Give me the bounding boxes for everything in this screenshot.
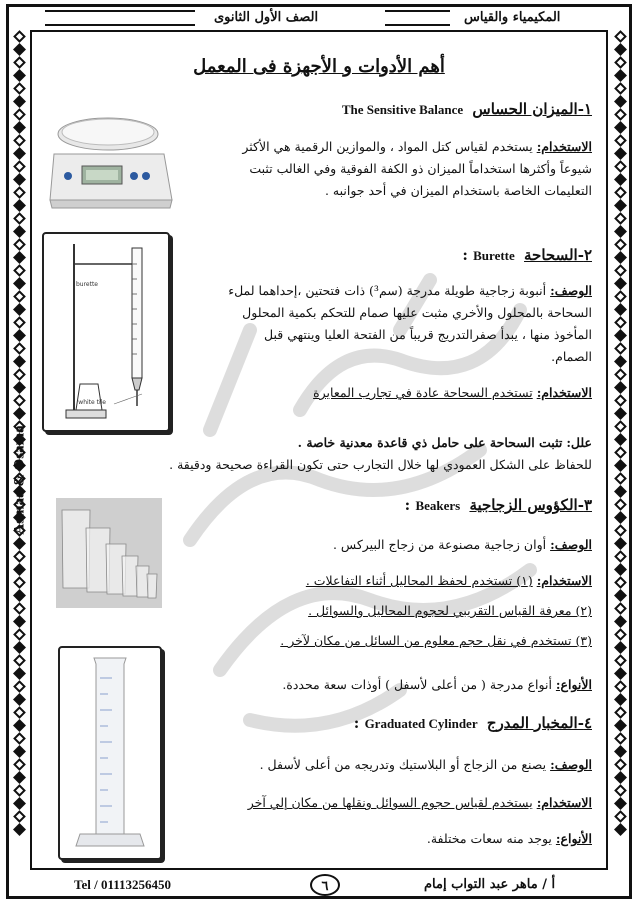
ornament-diamond <box>614 589 627 602</box>
burette-heading-ar: ٢-السحاحة <box>524 246 592 264</box>
balance-image <box>46 104 176 216</box>
footer-phone: Tel / 01113256450 <box>70 874 175 896</box>
ornament-diamond <box>614 147 627 160</box>
ornament-diamond <box>614 43 627 56</box>
ornament-diamond <box>13 823 26 836</box>
burette-use-text: تستخدم السحاحة عادة في تجارب المعايرة <box>313 385 533 400</box>
ornament-diamond <box>13 615 26 628</box>
ornament-diamond <box>614 745 627 758</box>
ornament-diamond <box>13 329 26 342</box>
ornament-diamond <box>614 459 627 472</box>
ornament-diamond <box>13 264 26 277</box>
ornament-diamond <box>614 537 627 550</box>
cylinder-heading-en: Graduated Cylinder <box>364 716 478 731</box>
ornament-diamond <box>614 134 627 147</box>
ornament-diamond <box>614 654 627 667</box>
ornament-diamond <box>13 186 26 199</box>
ornament-diamond <box>614 680 627 693</box>
balance-heading-en: The Sensitive Balance <box>341 102 464 117</box>
ornament-diamond <box>13 368 26 381</box>
ornament-diamond <box>13 290 26 303</box>
ornament-diamond <box>614 394 627 407</box>
ornament-diamond <box>614 797 627 810</box>
ornament-diamond <box>614 251 627 264</box>
ornament-diamond <box>13 108 26 121</box>
header-ornament-left <box>45 10 195 26</box>
ornament-diamond <box>614 407 627 420</box>
ornament-diamond <box>13 238 26 251</box>
ornament-diamond <box>13 628 26 641</box>
burette-image <box>42 232 170 432</box>
ornament-diamond <box>13 121 26 134</box>
ornament-diamond <box>13 732 26 745</box>
burette-desc-3: المأخوذ منها ، يبدأ صفرالتدريج قريباً من الفتحة العليا وينتهي قبل <box>264 327 592 342</box>
cylinder-desc <box>192 754 592 776</box>
cylinder-desc-label: الوصف: <box>550 757 592 772</box>
side-label-text: Asmaa & Osama <box>11 425 28 535</box>
beakers-desc-text: أوان زجاجية مصنوعة من زجاج البيركس . <box>332 537 547 552</box>
cylinder-use-label: الاستخدام: <box>536 795 592 810</box>
cylinder-use <box>172 792 592 814</box>
page-title: أهم الأدوات و الأجهزة فى المعمل <box>193 56 445 77</box>
ornament-diamond <box>13 771 26 784</box>
ornament-diamond <box>13 693 26 706</box>
burette-reason-question: تثبت السحاحة على حامل ذي قاعدة معدنية خاصة . <box>297 435 563 450</box>
cylinder-types-label: الأنواع: <box>555 831 592 846</box>
right-ornament-strip <box>610 30 630 872</box>
ornament-diamond <box>614 719 627 732</box>
cylinder-types-text: يوجد منه سعات مختلفة. <box>426 831 552 846</box>
ornament-diamond <box>614 485 627 498</box>
beakers-use-1: (١) تستخدم لحفظ المحاليل أثناء التفاعلات . <box>305 573 533 588</box>
ornament-diamond <box>614 329 627 342</box>
ornament-diamond <box>13 589 26 602</box>
ornament-diamond <box>13 212 26 225</box>
ornament-diamond <box>13 680 26 693</box>
ornament-diamond <box>614 160 627 173</box>
beakers-heading-colon: : <box>404 496 411 514</box>
balance-text <box>212 136 592 202</box>
ornament-diamond <box>614 277 627 290</box>
ornament-diamond <box>13 225 26 238</box>
burette-heading <box>462 246 592 264</box>
ornament-diamond <box>614 303 627 316</box>
beakers-heading-ar: ٣-الكؤوس الزجاجية <box>469 496 592 514</box>
ornament-diamond <box>614 121 627 134</box>
cylinder-heading <box>354 714 592 732</box>
ornament-diamond <box>614 95 627 108</box>
header-ornament-mid <box>385 10 450 26</box>
beakers-heading <box>405 496 592 514</box>
cylinder-heading-ar: ٤-المخبار المدرج <box>486 714 592 732</box>
ornament-diamond <box>13 758 26 771</box>
ornament-diamond <box>13 316 26 329</box>
ornament-diamond <box>614 212 627 225</box>
footer-author: أ / ماهر عبد التواب إمام <box>420 874 559 896</box>
cylinder-desc-text: يصنع من الزجاج أو البلاستيك وتدريجه من أعلى لأسفل . <box>259 757 547 772</box>
burette-desc-4: الصمام. <box>551 349 592 364</box>
cylinder-image <box>58 646 162 860</box>
cylinder-heading-colon: : <box>353 714 360 732</box>
burette-reason-label: علل: <box>566 435 592 450</box>
ornament-diamond <box>614 511 627 524</box>
beakers-types <box>192 674 592 696</box>
ornament-diamond <box>614 810 627 823</box>
beakers-desc-label: الوصف: <box>550 537 592 552</box>
header-chapter: المكيمياء والقياس <box>460 8 564 28</box>
ornament-diamond <box>13 69 26 82</box>
ornament-diamond <box>614 641 627 654</box>
ornament-diamond <box>614 563 627 576</box>
burette-heading-en: Burette <box>473 248 515 263</box>
ornament-diamond <box>13 810 26 823</box>
ornament-diamond <box>13 745 26 758</box>
ornament-diamond <box>614 628 627 641</box>
ornament-diamond <box>13 43 26 56</box>
ornament-diamond <box>614 199 627 212</box>
beakers-use-3: (٣) تستخدم في نقل حجم معلوم من السائل من مكان لآخر . <box>280 633 592 648</box>
ornament-diamond <box>614 433 627 446</box>
ornament-diamond <box>614 472 627 485</box>
burette-reason <box>52 432 592 476</box>
ornament-diamond <box>13 667 26 680</box>
ornament-diamond <box>13 173 26 186</box>
ornament-diamond <box>614 30 627 43</box>
balance-heading <box>342 100 592 118</box>
ornament-diamond <box>13 342 26 355</box>
ornament-diamond <box>614 732 627 745</box>
balance-line-3: التعليمات الخاصة باستخدام الميزان في أحد جوانبه . <box>324 183 592 198</box>
ornament-diamond <box>13 602 26 615</box>
beakers-types-text: أنواع مدرجة ( من أعلى لأسفل ) أوذات سعة محددة. <box>282 677 552 692</box>
beakers-image <box>56 498 162 608</box>
ornament-diamond <box>13 355 26 368</box>
ornament-diamond <box>614 368 627 381</box>
burette-reason-answer: للحفاظ على الشكل العمودي لها خلال التجارب حتى تكون القراءة صحيحة ودقيقة . <box>169 457 592 472</box>
ornament-diamond <box>13 56 26 69</box>
beakers-use <box>172 570 592 652</box>
ornament-diamond <box>13 30 26 43</box>
ornament-diamond <box>614 446 627 459</box>
burette-use <box>192 382 592 404</box>
balance-heading-ar: ١-الميزان الحساس <box>472 100 592 118</box>
cylinder-use-text: يستخدم لقياس حجوم السوائل ونقلها من مكان إلي آخر <box>247 795 533 810</box>
ornament-diamond <box>13 82 26 95</box>
ornament-diamond <box>13 251 26 264</box>
ornament-diamond <box>13 706 26 719</box>
burette-label-a: burette <box>75 281 98 288</box>
ornament-diamond <box>614 706 627 719</box>
ornament-diamond <box>614 173 627 186</box>
ornament-diamond <box>614 56 627 69</box>
burette-desc <box>192 280 592 368</box>
ornament-diamond <box>13 277 26 290</box>
ornament-diamond <box>13 147 26 160</box>
ornament-diamond <box>614 82 627 95</box>
ornament-diamond <box>614 290 627 303</box>
ornament-diamond <box>13 160 26 173</box>
ornament-diamond <box>614 108 627 121</box>
ornament-diamond <box>614 615 627 628</box>
footer-page-number: ٦ <box>310 874 340 896</box>
ornament-diamond <box>614 498 627 511</box>
ornament-diamond <box>614 524 627 537</box>
ornament-diamond <box>614 576 627 589</box>
ornament-diamond <box>614 771 627 784</box>
ornament-diamond <box>13 641 26 654</box>
ornament-diamond <box>614 602 627 615</box>
ornament-diamond <box>614 693 627 706</box>
burette-desc-label: الوصف: <box>550 283 592 298</box>
ornament-diamond <box>13 719 26 732</box>
ornament-diamond <box>13 797 26 810</box>
balance-line-2: شيوعاً وأكثرها استخداماً الميزان ذو الكفة الفوقية وفي الغالب تثبت <box>249 161 592 176</box>
burette-label-b: white tile <box>78 399 106 406</box>
beakers-heading-en: Beakers <box>415 498 461 513</box>
ornament-diamond <box>614 823 627 836</box>
ornament-diamond <box>13 199 26 212</box>
ornament-diamond <box>614 342 627 355</box>
ornament-diamond <box>614 225 627 238</box>
side-label <box>10 380 30 580</box>
ornament-diamond <box>614 550 627 563</box>
burette-desc-1: أنبوبة زجاجية طويلة مدرجة (سم³) ذات فتحتين ،إحداهما لملء <box>228 283 547 298</box>
ornament-diamond <box>13 654 26 667</box>
ornament-diamond <box>614 667 627 680</box>
beakers-use-label: الاستخدام: <box>536 573 592 588</box>
ornament-diamond <box>614 69 627 82</box>
ornament-diamond <box>13 303 26 316</box>
ornament-diamond <box>614 381 627 394</box>
burette-use-label: الاستخدام: <box>536 385 592 400</box>
ornament-diamond <box>614 420 627 433</box>
ornament-diamond <box>13 95 26 108</box>
ornament-diamond <box>13 784 26 797</box>
burette-desc-2: السحاحة بالمحلول والأخري مثبت عليها صمام للتحكم بكمية المحلول <box>242 305 592 320</box>
ornament-diamond <box>614 238 627 251</box>
ornament-diamond <box>614 186 627 199</box>
cylinder-types <box>192 828 592 850</box>
balance-use-text: يستخدم لقياس كتل المواد ، والموازين الرقمية هي الأكثر <box>242 139 533 154</box>
beakers-use-2: (٢) معرفة القياس التقريبي لحجوم المحاليل والسوائل . <box>308 603 592 618</box>
ornament-diamond <box>614 355 627 368</box>
ornament-diamond <box>614 784 627 797</box>
beakers-desc <box>192 534 592 556</box>
ornament-diamond <box>13 134 26 147</box>
ornament-diamond <box>614 316 627 329</box>
ornament-diamond <box>614 758 627 771</box>
beakers-types-label: الأنواع: <box>555 677 592 692</box>
burette-heading-colon: : <box>462 246 468 264</box>
header-grade: الصف الأول الثانوى <box>210 8 322 28</box>
balance-use-label: الاستخدام: <box>536 139 592 154</box>
ornament-diamond <box>614 264 627 277</box>
